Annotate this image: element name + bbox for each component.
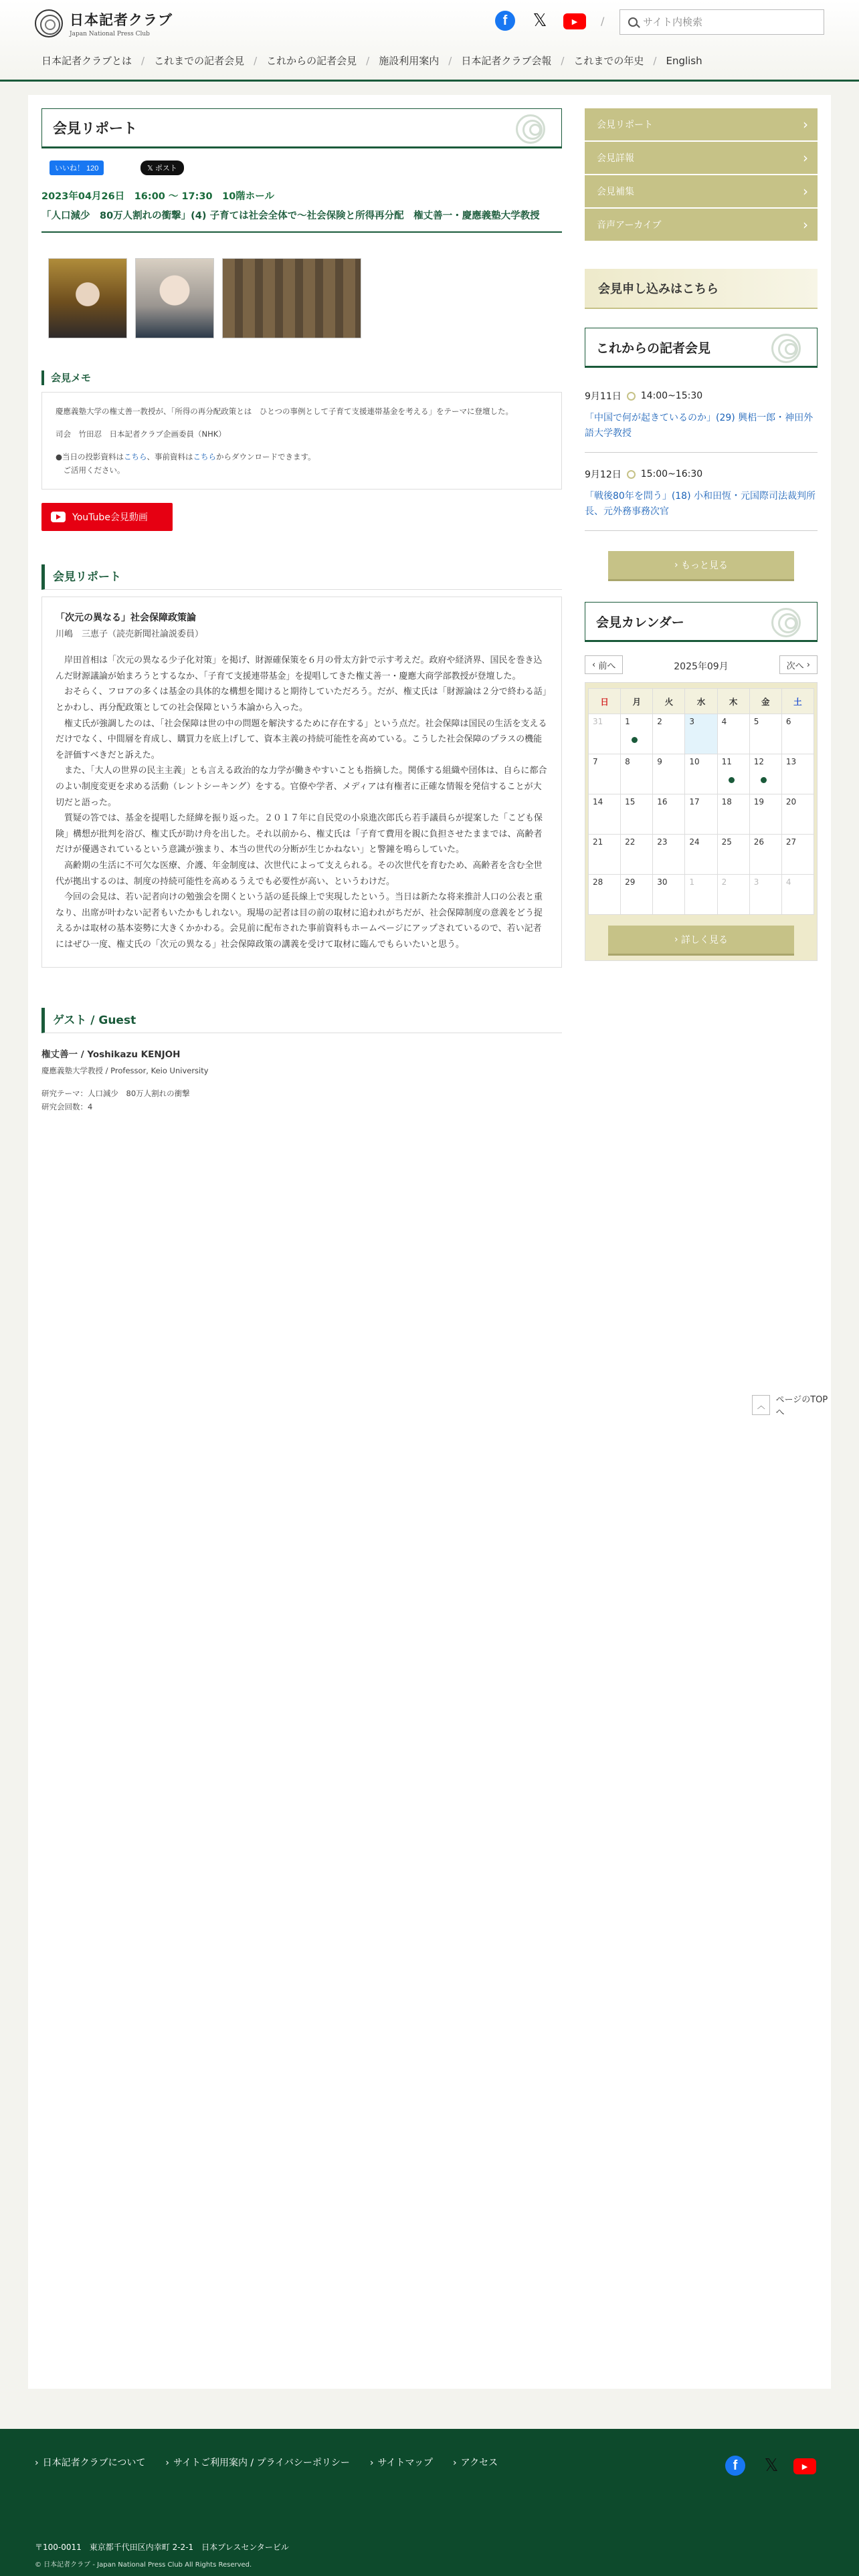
prev-label: 前へ	[598, 661, 616, 671]
calendar-day-number: 22	[625, 837, 636, 847]
calendar-day-number: 20	[785, 797, 797, 807]
calendar-day	[781, 835, 814, 875]
guest-theme: 研究テーマ：人口減少 80万人割れの衝撃	[41, 1089, 190, 1099]
calendar-day[interactable]	[621, 714, 653, 754]
calendar-day-number: 17	[689, 797, 700, 807]
speaker-photo[interactable]	[135, 258, 214, 338]
youtube-icon[interactable]: ▶	[563, 13, 586, 29]
next-label: 次へ	[786, 661, 804, 671]
calendar-day	[717, 875, 749, 915]
calendar-weekday: 土	[781, 689, 814, 714]
youtube-icon	[51, 512, 66, 522]
calendar-day-number: 26	[753, 837, 764, 847]
footer-link[interactable]: › サイトマップ	[370, 2456, 433, 2469]
event-dot-icon	[761, 777, 767, 783]
memo-downloads	[56, 450, 548, 477]
calendar-day-number: 13	[785, 757, 797, 766]
calendar-weekday: 日	[589, 689, 621, 714]
calendar-day	[781, 754, 814, 794]
guest-heading: ゲスト / Guest	[41, 1008, 562, 1033]
calendar-day-number: 1	[689, 877, 695, 887]
clock-icon	[627, 470, 636, 479]
sidebar-menu-item[interactable]: 会見補集 ›	[585, 175, 818, 207]
nav-separator: /	[141, 54, 145, 67]
footer-address: 〒100-0011 東京都千代田区内幸町 2-2-1 日本プレスセンタービル	[35, 2543, 289, 2552]
nav-item[interactable]: 日本記者クラブ会報	[461, 55, 552, 67]
upcoming-list	[585, 374, 818, 531]
calendar-day-number: 16	[657, 797, 668, 807]
logo-emblem-icon	[35, 9, 63, 37]
calendar-day-number: 27	[785, 837, 797, 847]
logo-text	[70, 9, 173, 37]
youtube-video-button[interactable]	[41, 503, 173, 531]
site-header	[0, 0, 859, 82]
memo-moderator: 司会 竹田忍 日本記者クラブ企画委員（NHK）	[56, 429, 226, 439]
calendar-day	[685, 835, 717, 875]
report-paragraph: 権丈氏が強調したのは、「社会保障は世の中の問題を解決するために存在する」という点だ。社会保障は国民の生活を支えるだけでなく、中間層を育成し、購買力を底上げして、資本主義の持続可能性を高めている。こうした社会保障のプラスの機能を評価すべきだと訴えた。	[56, 718, 547, 760]
calendar-day[interactable]	[749, 754, 781, 794]
event-dot-icon	[729, 777, 735, 783]
calendar-day-number: 4	[721, 717, 727, 726]
calendar-week	[589, 875, 814, 915]
calendar-month: 2025年09月	[674, 661, 729, 672]
calendar-day-number: 30	[657, 877, 668, 887]
calendar-day	[621, 835, 653, 875]
report-paragraph: おそらく、フロアの多くは基金の具体的な構想を聞けると期待していただろう。だが、権丈氏は「財源論は２分で終わる話」とかわし、再分配政策としての社会保障という本論から入った。	[56, 687, 547, 713]
calendar-day-number: 14	[593, 797, 603, 807]
calendar-day[interactable]	[717, 754, 749, 794]
detail-label: 詳しく見る	[681, 935, 729, 946]
facebook-like-button[interactable]: いいね！ 120	[50, 160, 104, 175]
calendar-title: 会見カレンダー	[596, 615, 684, 630]
report-paragraphs	[56, 653, 548, 952]
calendar-day-number: 4	[785, 877, 791, 887]
memo-box	[41, 392, 562, 490]
calendar-day	[749, 714, 781, 754]
report-heading: 会見リポート	[41, 564, 562, 590]
calendar-day	[749, 875, 781, 915]
calendar-day-number: 11	[721, 757, 732, 766]
calendar-title-box	[585, 602, 818, 642]
upcoming-date: 9月12日	[585, 469, 622, 480]
chevron-right-icon: ›	[803, 659, 810, 670]
nav-separator: /	[448, 54, 452, 67]
calendar-day-number: 12	[753, 757, 764, 766]
calendar-week	[589, 714, 814, 754]
calendar-day	[749, 794, 781, 835]
calendar-day	[653, 794, 685, 835]
calendar-day	[589, 714, 621, 754]
calendar-day-number: 19	[753, 797, 764, 807]
nav-separator: /	[653, 54, 657, 67]
calendar-day	[621, 794, 653, 835]
circle-emblem-icon	[513, 113, 556, 145]
speaker-photo[interactable]	[48, 258, 127, 338]
calendar-day-number: 3	[689, 717, 695, 726]
search-icon[interactable]	[628, 17, 638, 27]
calendar-day	[589, 835, 621, 875]
chevron-right-icon: ›	[674, 560, 682, 570]
report-title: 「次元の異なる」社会保障政策論	[56, 613, 196, 623]
calendar-day-number: 21	[593, 837, 603, 847]
calendar-week	[589, 835, 814, 875]
calendar-day-number: 2	[721, 877, 727, 887]
global-nav	[41, 53, 702, 68]
calendar	[585, 682, 818, 961]
calendar-nav	[585, 654, 818, 675]
nav-separator: /	[561, 54, 565, 67]
calendar-day-number: 18	[721, 797, 732, 807]
footer-link[interactable]: › 日本記者クラブについて	[35, 2456, 145, 2469]
x-icon[interactable]: 𝕏	[764, 2456, 779, 2476]
upcoming-time: 14:00~15:30	[640, 391, 703, 401]
calendar-day	[781, 794, 814, 835]
x-post-button[interactable]: 𝕏 ポスト	[140, 160, 184, 175]
circle-emblem-icon	[769, 607, 812, 639]
circle-emblem-icon	[769, 332, 812, 364]
apply-banner[interactable]: 会見申し込みはこちら	[585, 269, 818, 309]
calendar-grid	[588, 688, 814, 915]
calendar-day	[653, 714, 685, 754]
sidebar-menu	[585, 108, 818, 241]
nav-separator: /	[366, 54, 370, 67]
upcoming-title: これからの記者会見	[596, 340, 711, 356]
calendar-day-number: 25	[721, 837, 732, 847]
youtube-video-label: YouTube会見動画	[72, 512, 148, 523]
footer-copyright: © 日本記者クラブ - Japan National Press Club All Rights Reserved.	[35, 2561, 252, 2569]
calendar-day-number: 15	[625, 797, 636, 807]
calendar-day-number: 31	[593, 717, 603, 726]
more-button[interactable]	[608, 551, 794, 579]
memo-summary: 慶應義塾大学の権丈善一教授が、「所得の再分配政策とは ひとつの事例として子育て支援連帯基金を考える」をテーマに登壇した。	[56, 407, 514, 416]
facebook-icon[interactable]: f	[725, 2456, 745, 2476]
nav-item[interactable]: これまでの記者会見	[154, 55, 245, 67]
calendar-weekday: 火	[653, 689, 685, 714]
sidebar-menu-item[interactable]: 音声アーカイブ ›	[585, 209, 818, 241]
calendar-section	[585, 602, 818, 961]
calendar-day-number: 29	[625, 877, 636, 887]
memo-text: ご活用ください。	[56, 465, 125, 475]
calendar-day	[749, 835, 781, 875]
calendar-day-number: 2	[657, 717, 662, 726]
slides-link[interactable]: こちら	[124, 452, 147, 461]
nav-item[interactable]: English	[666, 54, 702, 67]
calendar-day	[621, 875, 653, 915]
calendar-weekday: 木	[717, 689, 749, 714]
sidebar	[585, 108, 818, 961]
calendar-day-number: 28	[593, 877, 603, 887]
calendar-day	[685, 875, 717, 915]
footer-links	[35, 2456, 498, 2469]
x-icon[interactable]: 𝕏	[533, 11, 547, 31]
calendar-day	[685, 754, 717, 794]
calendar-day	[653, 875, 685, 915]
calendar-day-number: 9	[657, 757, 662, 766]
calendar-detail-button[interactable]	[608, 926, 794, 954]
calendar-day-number: 7	[593, 757, 598, 766]
main-container	[28, 95, 831, 2389]
calendar-day-number: 6	[785, 717, 791, 726]
venue-photo[interactable]	[222, 258, 361, 338]
footer-link[interactable]: › アクセス	[453, 2456, 498, 2469]
calendar-day-number: 5	[753, 717, 759, 726]
pre-materials-link[interactable]: こちら	[193, 452, 217, 461]
chevron-right-icon: ›	[674, 934, 682, 945]
youtube-icon[interactable]: ▶	[793, 2458, 816, 2474]
upcoming-item	[585, 374, 818, 453]
event-date: 2023年04月26日 16:00 ～ 17:30 10階ホール	[41, 191, 275, 202]
calendar-day	[717, 714, 749, 754]
upcoming-date-row	[585, 467, 818, 481]
search-input[interactable]	[643, 16, 817, 28]
calendar-day-number: 10	[689, 757, 700, 766]
report-paragraph: 岸田首相は「次元の異なる少子化対策」を掲げ、財源確保策を６月の骨太方針で示す考えだ。政府や経済界、国民を巻き込んだ財源議論が始まろうとするなか、「子育て支援連帯基金」を提唱してきた権丈善一・慶應大商学部教授が登壇した。	[56, 655, 543, 681]
calendar-day	[653, 754, 685, 794]
calendar-day	[717, 794, 749, 835]
upcoming-title-link[interactable]: 「戦後80年を問う」(18) 小和田恆・元国際司法裁判所長、元外務事務次官	[585, 491, 816, 517]
sidebar-menu-item[interactable]: 会見詳報 ›	[585, 142, 818, 174]
upcoming-item	[585, 453, 818, 531]
nav-separator: /	[254, 54, 258, 67]
upcoming-date: 9月11日	[585, 391, 622, 402]
nav-item[interactable]: 施設利用案内	[379, 55, 440, 67]
calendar-weekday: 水	[685, 689, 717, 714]
calendar-weekday: 月	[621, 689, 653, 714]
chevron-left-icon: ‹	[592, 659, 599, 670]
calendar-day-number: 24	[689, 837, 700, 847]
back-to-top-label: ページのTOPへ	[775, 1395, 828, 1418]
footer-link[interactable]: › サイトご利用案内 / プライバシーポリシー	[165, 2456, 350, 2469]
report-body	[41, 597, 562, 968]
report-author: 川嶋 三恵子（読売新聞社論説委員）	[56, 629, 204, 639]
sidebar-menu-item[interactable]: 会見リポート ›	[585, 108, 818, 140]
chevron-up-icon: ︿	[752, 1395, 770, 1415]
calendar-day	[653, 835, 685, 875]
calendar-week	[589, 794, 814, 835]
upcoming-time: 15:00~16:30	[640, 469, 703, 479]
calendar-day	[589, 794, 621, 835]
event-dot-icon	[632, 737, 638, 743]
divider: /	[601, 15, 605, 27]
calendar-next-button[interactable]	[779, 655, 818, 674]
site-logo[interactable]	[35, 9, 173, 37]
event-title: 「人口減少 80万人割れの衝撃」(4) 子育ては社会全体で～社会保険と所得再分配 権丈善一・慶應義塾大学教授	[41, 208, 562, 233]
calendar-weekday: 金	[749, 689, 781, 714]
search-box	[619, 9, 824, 35]
nav-item[interactable]: これまでの年史	[573, 55, 644, 67]
calendar-day-number: 3	[753, 877, 759, 887]
logo-en: Japan National Press Club	[70, 31, 150, 37]
guest-affiliation: 慶應義塾大学教授 / Professor, Keio University	[41, 1066, 209, 1076]
page-title-box	[41, 108, 562, 148]
upcoming-date-row	[585, 389, 818, 403]
article-column	[41, 108, 562, 1113]
nav-item[interactable]: 日本記者クラブとは	[41, 55, 132, 67]
report-paragraph: 質疑の答では、基金を提唱した経緯を振り返った。２０１７年に自民党の小泉進次郎氏ら若手議員らが提案した「こども保険」構想が批判を浴び、権丈氏が助け舟を出した。それ以前から、権丈氏は「子育て費用を親に負担させたままでは、高齢者だけが優遇されているという意識が強まり、本当の世代の分断が生じかねない」と警鐘を鳴らしていた。	[56, 813, 543, 855]
page-title: 会見リポート	[53, 120, 137, 136]
guest-name: 権丈善一 / Yoshikazu KENJOH	[41, 1049, 181, 1061]
facebook-icon[interactable]: f	[495, 11, 515, 31]
memo-text: からダウンロードできます。	[216, 452, 316, 461]
calendar-day	[781, 714, 814, 754]
memo-text: 、事前資料は	[147, 452, 193, 461]
calendar-day-number: 1	[625, 717, 630, 726]
logo-jp: 日本記者クラブ	[70, 11, 173, 28]
calendar-weekdays	[589, 689, 814, 714]
calendar-day-number: 8	[625, 757, 630, 766]
guest-count: 研究会回数：4	[41, 1102, 93, 1112]
report-paragraph: 高齢期の生活に不可欠な医療、介護、年金制度は、次世代によって支えられる。その次世代を育むため、高齢者を含む全世代が拠出するのは、制度の持続可能性を高めるうえでも必要性が高い、というわけだ。	[56, 860, 543, 887]
calendar-day	[621, 754, 653, 794]
calendar-day-number: 23	[657, 837, 668, 847]
calendar-day	[589, 875, 621, 915]
upcoming-section	[585, 328, 818, 579]
site-footer	[0, 2429, 859, 2576]
calendar-day	[685, 794, 717, 835]
share-bar	[41, 159, 562, 174]
nav-item[interactable]: これからの記者会見	[266, 55, 357, 67]
back-to-top[interactable]	[752, 1392, 831, 1418]
calendar-week	[589, 754, 814, 794]
memo-text: ●当日の投影資料は	[56, 452, 124, 461]
photo-gallery	[41, 258, 562, 338]
calendar-day	[685, 714, 717, 754]
report-paragraph: また、「大人の世界の民主主義」とも言える政治的な力学が働きやすいことも指摘した。関係する組織や団体は、自らに都合のよい制度変更を求める活動（レントシーキング）をする。官僚や学者、メディアは有権者に正確な情報を発信することが大切だと語った。	[56, 766, 547, 808]
calendar-day	[717, 835, 749, 875]
more-label: もっと見る	[681, 560, 729, 571]
report-paragraph: 今回の会見は、若い記者向けの勉強会を開くという話の延長線上で実現したという。当日は新たな将来推計人口の公表と重なり、出席が叶わない記者もいたかもしれない。現場の記者は目の前の取材に追われがちだが、社会保障制度の意義をどう捉えるかは取材の基本姿勢に大きくかかわる。会見前に配布された事前資料もホームページにアップされているので、若い記者にはぜひ一度、権丈氏の「次元の異なる」社会保障政策の講義を受けて取材に臨んでもらいたいと思う。	[56, 892, 543, 950]
upcoming-title-box	[585, 328, 818, 368]
calendar-day	[781, 875, 814, 915]
clock-icon	[627, 392, 636, 401]
calendar-day	[589, 754, 621, 794]
upcoming-title-link[interactable]: 「中国で何が起きているのか」(29) 興梠一郎・神田外語大学教授	[585, 413, 814, 439]
memo-heading: 会見メモ	[41, 370, 562, 385]
